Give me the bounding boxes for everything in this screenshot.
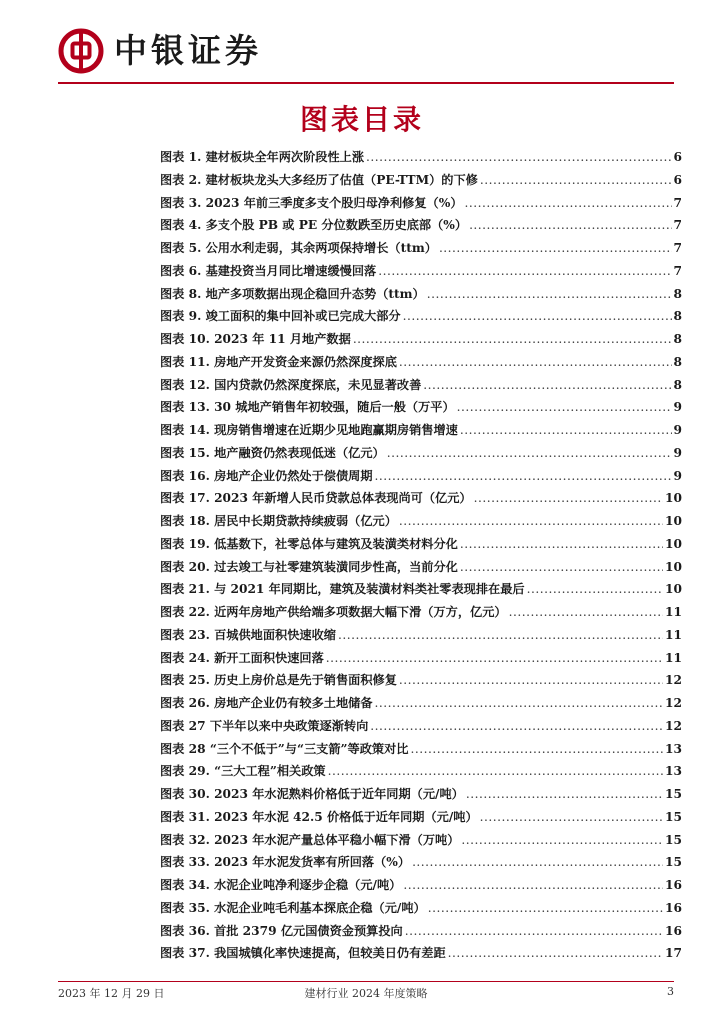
toc-entry[interactable] (160, 874, 682, 897)
toc-entry-page: 16 (665, 900, 682, 915)
toc-entry[interactable] (160, 260, 682, 283)
toc-entry-page: 10 (665, 536, 682, 551)
page-footer (58, 985, 674, 1001)
toc-entry-page: 15 (665, 855, 682, 870)
toc-dot-leader (480, 806, 663, 829)
toc-dot-leader (460, 533, 663, 556)
toc-entry-label: 图表 29. “三大工程”相关政策 (160, 764, 326, 779)
toc-entry[interactable] (160, 806, 682, 829)
toc-entry-label: 图表 28 “三个不低于”与“三支箭”等政策对比 (160, 741, 409, 756)
toc-entry-page: 10 (665, 491, 682, 506)
toc-entry-page: 8 (673, 377, 682, 392)
toc-entry-label: 图表 22. 近两年房地产供给端多项数据大幅下滑（万方，亿元） (160, 605, 507, 619)
toc-entry[interactable] (160, 669, 682, 692)
toc-entry[interactable] (160, 283, 682, 306)
toc-dot-leader (403, 874, 663, 897)
toc-dot-leader (403, 305, 672, 328)
toc-dot-leader (353, 328, 672, 351)
toc-entry-label: 图表 9. 竣工面积的集中回补或已完成大部分 (160, 309, 401, 324)
toc-entry-label: 图表 10. 2023 年 11 月地产数据 (160, 332, 351, 346)
footer-page-number: 3 (667, 985, 674, 998)
toc-entry-page: 11 (665, 605, 682, 619)
toc-entry-label: 图表 35. 水泥企业吨毛利基本探底企稳（元/吨） (160, 900, 426, 915)
toc-entry-label: 图表 17. 2023 年新增人民币贷款总体表现尚可（亿元） (160, 491, 472, 506)
toc-entry-label: 图表 21. 与 2021 年同期比，建筑及装潢材料类社零表现排在最后 (160, 582, 525, 597)
toc-entry-label: 图表 8. 地产多项数据出现企稳回升态势（ttm） (160, 286, 425, 301)
toc-dot-leader (460, 556, 663, 579)
toc-entry-page: 15 (665, 809, 682, 824)
toc-entry-label: 图表 25. 历史上房价总是先于销售面积修复 (160, 673, 397, 688)
toc-entry-page: 9 (673, 423, 682, 437)
toc-dot-leader (460, 419, 672, 442)
toc-entry-label: 图表 33. 2023 年水泥发货率有所回落（%） (160, 855, 411, 870)
toc-entry-label: 图表 34. 水泥企业吨净利逐步企稳（元/吨） (160, 878, 402, 892)
toc-entry-label: 图表 1. 建材板块全年两次阶段性上涨 (160, 150, 365, 164)
toc-entry-page: 10 (665, 559, 682, 574)
toc-entry-page: 13 (665, 741, 682, 756)
toc-entry-page: 12 (665, 696, 682, 710)
toc-entry-page: 16 (665, 923, 682, 938)
toc-dot-leader (465, 192, 672, 215)
toc-entry[interactable] (160, 760, 682, 783)
toc-entry-page: 6 (673, 150, 682, 164)
toc-entry-label: 图表 24. 新开工面积快速回落 (160, 650, 324, 665)
company-logo (58, 28, 262, 74)
toc-entry[interactable] (160, 442, 682, 465)
toc-entry[interactable] (160, 578, 682, 601)
toc-entry[interactable] (160, 351, 682, 374)
toc-entry[interactable] (160, 942, 682, 965)
toc-entry-label: 图表 37. 我国城镇化率快速提高，但较美日仍有差距 (160, 946, 446, 961)
header-divider (58, 82, 674, 84)
toc-dot-leader (411, 738, 664, 761)
toc-entry-page: 8 (673, 332, 682, 346)
toc-entry[interactable] (160, 624, 682, 647)
toc-entry-page: 16 (665, 878, 682, 892)
toc-entry[interactable] (160, 556, 682, 579)
toc-entry[interactable] (160, 692, 682, 715)
toc-entry-page: 9 (673, 400, 682, 415)
toc-entry-label: 图表 36. 首批 2379 亿元国债资金预算投向 (160, 923, 403, 938)
toc-entry[interactable] (160, 305, 682, 328)
footer-date: 2023 年 12 月 29 日 (58, 987, 165, 1000)
toc-dot-leader (428, 897, 663, 920)
toc-dot-leader (457, 396, 672, 419)
toc-entry[interactable] (160, 601, 682, 624)
toc-entry-label: 图表 18. 居民中长期贷款持续疲弱（亿元） (160, 514, 397, 528)
toc-entry-page: 8 (673, 286, 682, 301)
toc-entry[interactable] (160, 419, 682, 442)
toc-entry-label: 图表 3. 2023 年前三季度多支个股归母净利修复（%） (160, 195, 463, 210)
toc-entry-label: 图表 12. 国内贷款仍然深度探底，未见显著改善 (160, 377, 422, 392)
toc-entry-label: 图表 23. 百城供地面积快速收缩 (160, 627, 336, 642)
toc-dot-leader (480, 169, 672, 192)
toc-entry-label: 图表 27 下半年以来中央政策逐渐转向 (160, 718, 369, 733)
toc-dot-leader (423, 374, 671, 397)
toc-entry-page: 7 (673, 241, 682, 255)
toc-entry-page: 13 (665, 764, 682, 779)
toc-entry-label: 图表 5. 公用水利走弱，其余两项保持增长（ttm） (160, 241, 437, 255)
toc-entry-page: 17 (665, 946, 682, 961)
toc-entry[interactable] (160, 487, 682, 510)
toc-entry-label: 图表 31. 2023 年水泥 42.5 价格低于近年同期（元/吨） (160, 809, 478, 824)
toc-entry-label: 图表 26. 房地产企业仍有较多土地储备 (160, 696, 373, 710)
toc-entry[interactable] (160, 829, 682, 852)
toc-entry-label: 图表 4. 多支个股 PB 或 PE 分位数跌至历史底部（%） (160, 218, 468, 233)
toc-dot-leader (509, 601, 663, 624)
toc-entry-label: 图表 14. 现房销售增速在近期少见地跑赢期房销售增速 (160, 423, 458, 437)
toc-entry-label: 图表 2. 建材板块龙头大多经历了估值（PE-TTM）的下修 (160, 172, 478, 187)
toc-entry[interactable] (160, 146, 682, 169)
toc-dot-leader (439, 237, 672, 260)
toc-entry[interactable] (160, 783, 682, 806)
toc-dot-leader (412, 851, 663, 874)
toc-dot-leader (328, 760, 663, 783)
toc-entry[interactable] (160, 192, 682, 215)
footer-divider (58, 981, 674, 982)
toc-entry-page: 9 (673, 468, 682, 483)
toc-dot-leader (399, 351, 672, 374)
toc-entry-label: 图表 6. 基建投资当月同比增速缓慢回落 (160, 263, 377, 278)
toc-entry-label: 图表 19. 低基数下，社零总体与建筑及装潢类材料分化 (160, 536, 458, 551)
figure-table-of-contents (160, 146, 682, 965)
toc-entry[interactable] (160, 738, 682, 761)
toc-dot-leader (469, 214, 671, 237)
toc-entry-page: 11 (665, 627, 682, 642)
toc-dot-leader (474, 487, 663, 510)
toc-dot-leader (375, 692, 664, 715)
toc-dot-leader (338, 624, 663, 647)
toc-entry[interactable] (160, 465, 682, 488)
toc-entry[interactable] (160, 214, 682, 237)
toc-entry[interactable] (160, 396, 682, 419)
toc-dot-leader (387, 442, 672, 465)
toc-entry-page: 15 (665, 832, 682, 847)
toc-entry-page: 11 (665, 650, 682, 665)
toc-entry[interactable] (160, 920, 682, 943)
toc-dot-leader (399, 510, 663, 533)
toc-entry[interactable] (160, 510, 682, 533)
toc-dot-leader (326, 647, 663, 670)
toc-entry-label: 图表 11. 房地产开发资金来源仍然深度探底 (160, 354, 397, 369)
brand-name: 中银证券 (114, 31, 262, 70)
toc-entry[interactable] (160, 533, 682, 556)
boc-coin-logo-icon (58, 28, 104, 74)
toc-entry-page: 12 (665, 718, 682, 733)
toc-entry[interactable] (160, 328, 682, 351)
toc-dot-leader (466, 783, 663, 806)
toc-dot-leader (370, 715, 663, 738)
toc-entry-label: 图表 20. 过去竣工与社零建筑装潢同步性高，当前分化 (160, 559, 458, 574)
toc-entry-label: 图表 32. 2023 年水泥产量总体平稳小幅下滑（万吨） (160, 832, 460, 847)
toc-entry-page: 9 (673, 445, 682, 460)
toc-entry[interactable] (160, 237, 682, 260)
toc-entry[interactable] (160, 647, 682, 670)
toc-entry-page: 7 (673, 218, 682, 233)
footer-report-name: 建材行业 2024 年度策略 (304, 987, 428, 1000)
toc-title: 图表目录 (299, 103, 424, 136)
toc-entry-label: 图表 13. 30 城地产销售年初较强，随后一般（万平） (160, 400, 455, 415)
toc-dot-leader (399, 669, 663, 692)
toc-entry-label: 图表 16. 房地产企业仍然处于偿债周期 (160, 468, 373, 483)
toc-dot-leader (448, 942, 663, 965)
toc-entry-page: 15 (665, 787, 682, 801)
toc-entry-label: 图表 15. 地产融资仍然表现低迷（亿元） (160, 445, 385, 460)
toc-entry-page: 10 (665, 582, 682, 597)
toc-dot-leader (378, 260, 671, 283)
toc-dot-leader (461, 829, 663, 852)
toc-entry-page: 8 (673, 309, 682, 324)
toc-entry[interactable] (160, 897, 682, 920)
toc-entry-label: 图表 30. 2023 年水泥熟料价格低于近年同期（元/吨） (160, 787, 464, 801)
toc-dot-leader (405, 920, 663, 943)
toc-dot-leader (427, 283, 672, 306)
toc-entry[interactable] (160, 374, 682, 397)
toc-entry-page: 7 (673, 195, 682, 210)
toc-dot-leader (366, 146, 671, 169)
toc-entry[interactable] (160, 715, 682, 738)
toc-dot-leader (375, 465, 672, 488)
toc-entry-page: 6 (673, 172, 682, 187)
toc-entry[interactable] (160, 169, 682, 192)
toc-entry-page: 8 (673, 354, 682, 369)
toc-entry[interactable] (160, 851, 682, 874)
toc-entry-page: 7 (673, 263, 682, 278)
toc-dot-leader (527, 578, 663, 601)
toc-entry-page: 12 (665, 673, 682, 688)
toc-entry-page: 10 (665, 514, 682, 528)
